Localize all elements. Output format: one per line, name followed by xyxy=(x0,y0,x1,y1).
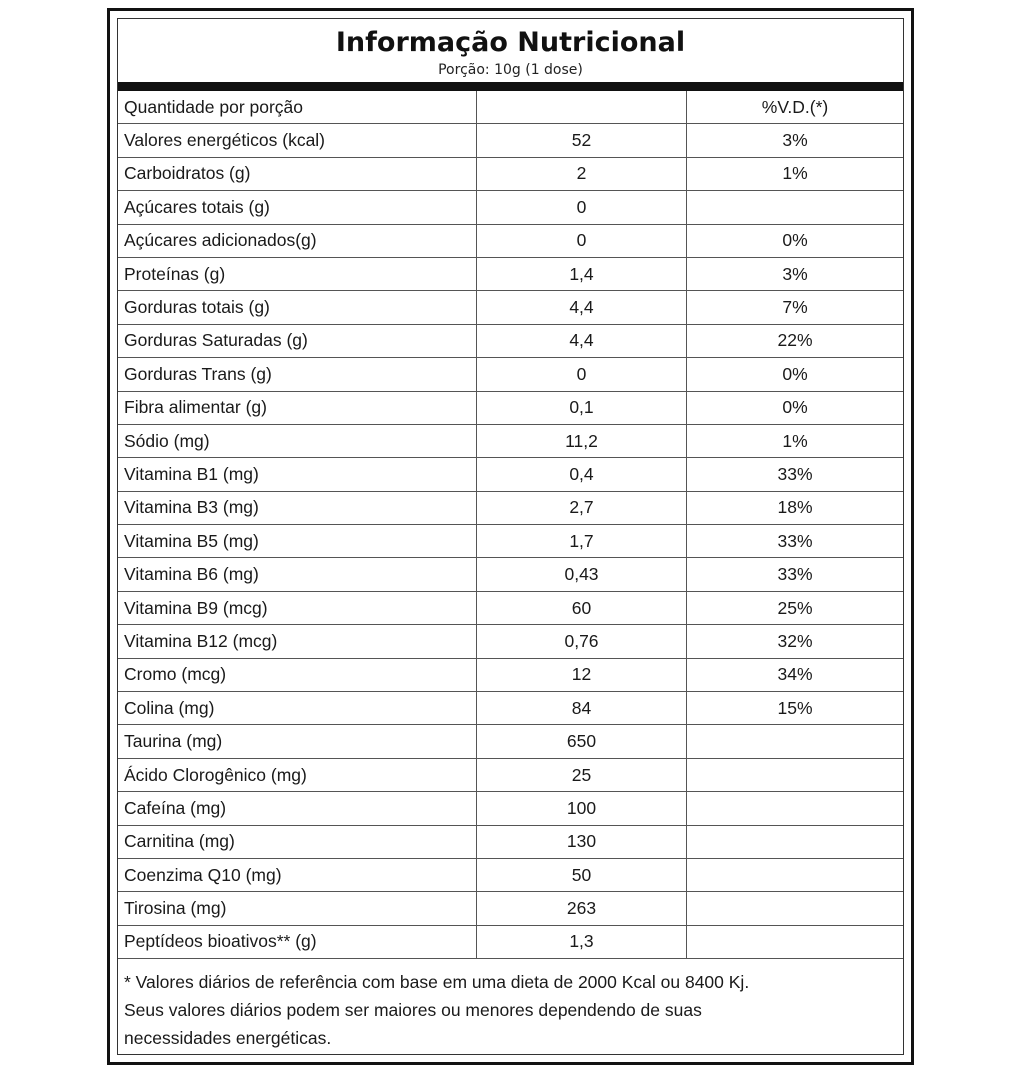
header-divider-bar xyxy=(118,82,903,91)
table-row xyxy=(118,191,903,224)
nutrient-name-cell: Ácido Clorogênico (mg) xyxy=(118,759,477,791)
header-dv-cell: %V.D.(*) xyxy=(761,96,829,117)
nutrient-amount-cell: 0,4 xyxy=(477,458,687,490)
table-row xyxy=(118,592,903,625)
nutrient-amount-cell: 12 xyxy=(477,659,687,691)
nutrient-name-cell: Tirosina (mg) xyxy=(118,892,477,924)
table-row xyxy=(118,291,903,324)
footnote-line-3: necessidades energéticas. xyxy=(124,1028,332,1048)
table-row xyxy=(118,792,903,825)
nutrient-dv-cell: 32% xyxy=(777,630,813,651)
nutrient-dv-cell: 22% xyxy=(777,330,813,351)
nutrient-amount-cell: 4,4 xyxy=(477,291,687,323)
nutrient-name-cell: Valores energéticos (kcal) xyxy=(118,124,477,156)
nutrition-label-frame xyxy=(107,8,914,1065)
nutrient-dv-cell: 3% xyxy=(782,263,808,284)
table-row xyxy=(118,892,903,925)
nutrient-name-cell: Colina (mg) xyxy=(118,692,477,724)
nutrient-amount-cell: 263 xyxy=(477,892,687,924)
header-amount-cell xyxy=(477,91,687,123)
nutrient-name-cell: Peptídeos bioativos** (g) xyxy=(118,926,477,958)
nutrient-amount-cell: 2,7 xyxy=(477,492,687,524)
nutrient-name-cell: Carboidratos (g) xyxy=(118,158,477,190)
nutrient-name-cell: Vitamina B12 (mcg) xyxy=(118,625,477,657)
nutrient-name-cell: Vitamina B6 (mg) xyxy=(118,558,477,590)
serving-size: Porção: 10g (1 dose) xyxy=(438,62,583,78)
table-row xyxy=(118,425,903,458)
nutrient-name-cell: Proteínas (g) xyxy=(118,258,477,290)
nutrient-name-cell: Cafeína (mg) xyxy=(118,792,477,824)
nutrient-name-cell: Gorduras totais (g) xyxy=(118,291,477,323)
nutrient-amount-cell: 1,3 xyxy=(477,926,687,958)
table-row xyxy=(118,692,903,725)
table-header-row xyxy=(118,91,903,124)
nutrient-amount-cell: 650 xyxy=(477,725,687,757)
table-row xyxy=(118,325,903,358)
nutrient-amount-cell: 0,43 xyxy=(477,558,687,590)
nutrient-dv-cell: 33% xyxy=(777,463,813,484)
nutrient-name-cell: Açúcares totais (g) xyxy=(118,191,477,223)
nutrient-dv-cell xyxy=(687,191,903,223)
nutrient-amount-cell: 0 xyxy=(477,225,687,257)
nutrient-dv-cell: 34% xyxy=(777,664,813,685)
nutrient-dv-cell xyxy=(687,759,903,791)
footnote-line-1: * Valores diários de referência com base em uma dieta de 2000 Kcal ou 8400 Kj. xyxy=(124,972,750,992)
nutrient-amount-cell: 0 xyxy=(477,358,687,390)
nutrient-amount-cell: 0 xyxy=(477,191,687,223)
nutrient-amount-cell: 2 xyxy=(477,158,687,190)
footnote-line-2: Seus valores diários podem ser maiores ou menores dependendo de suas xyxy=(124,1000,702,1020)
nutrient-dv-cell: 0% xyxy=(782,230,808,251)
nutrient-amount-cell: 50 xyxy=(477,859,687,891)
table-row xyxy=(118,525,903,558)
table-row xyxy=(118,124,903,157)
table-row xyxy=(118,392,903,425)
table-row xyxy=(118,258,903,291)
nutrient-amount-cell: 84 xyxy=(477,692,687,724)
header-name-cell: Quantidade por porção xyxy=(118,91,477,123)
nutrient-name-cell: Vitamina B3 (mg) xyxy=(118,492,477,524)
nutrient-amount-cell: 1,4 xyxy=(477,258,687,290)
table-row xyxy=(118,492,903,525)
nutrient-amount-cell: 11,2 xyxy=(477,425,687,457)
nutrient-amount-cell: 52 xyxy=(477,124,687,156)
nutrient-dv-cell xyxy=(687,926,903,958)
nutrient-amount-cell: 4,4 xyxy=(477,325,687,357)
label-title: Informação Nutricional xyxy=(335,27,686,58)
nutrient-amount-cell: 130 xyxy=(477,826,687,858)
table-row xyxy=(118,158,903,191)
nutrient-name-cell: Coenzima Q10 (mg) xyxy=(118,859,477,891)
nutrient-dv-cell: 7% xyxy=(782,297,808,318)
table-row xyxy=(118,759,903,792)
nutrient-dv-cell: 33% xyxy=(777,530,813,551)
nutrient-amount-cell: 60 xyxy=(477,592,687,624)
nutrient-dv-cell: 1% xyxy=(782,430,808,451)
nutrient-name-cell: Carnitina (mg) xyxy=(118,826,477,858)
nutrient-name-cell: Vitamina B1 (mg) xyxy=(118,458,477,490)
nutrient-name-cell: Sódio (mg) xyxy=(118,425,477,457)
table-row xyxy=(118,725,903,758)
nutrient-dv-cell: 3% xyxy=(782,130,808,151)
nutrient-dv-cell: 0% xyxy=(782,397,808,418)
nutrition-label-inner-frame xyxy=(117,18,904,1055)
nutrient-name-cell: Cromo (mcg) xyxy=(118,659,477,691)
table-row xyxy=(118,826,903,859)
label-header xyxy=(118,19,903,81)
nutrient-amount-cell: 25 xyxy=(477,759,687,791)
nutrient-amount-cell: 0,76 xyxy=(477,625,687,657)
table-row xyxy=(118,358,903,391)
nutrient-name-cell: Gorduras Trans (g) xyxy=(118,358,477,390)
nutrient-name-cell: Fibra alimentar (g) xyxy=(118,392,477,424)
nutrient-dv-cell: 15% xyxy=(777,697,813,718)
nutrient-name-cell: Taurina (mg) xyxy=(118,725,477,757)
nutrient-dv-cell: 0% xyxy=(782,363,808,384)
nutrient-name-cell: Vitamina B5 (mg) xyxy=(118,525,477,557)
nutrient-amount-cell: 100 xyxy=(477,792,687,824)
footnote xyxy=(124,968,897,1052)
table-row xyxy=(118,859,903,892)
table-row xyxy=(118,458,903,491)
nutrient-dv-cell: 18% xyxy=(777,497,813,518)
nutrient-name-cell: Vitamina B9 (mcg) xyxy=(118,592,477,624)
nutrient-dv-cell: 25% xyxy=(777,597,813,618)
nutrient-amount-cell: 0,1 xyxy=(477,392,687,424)
nutrient-dv-cell: 33% xyxy=(777,564,813,585)
nutrient-name-cell: Açúcares adicionados(g) xyxy=(118,225,477,257)
table-row xyxy=(118,225,903,258)
nutrient-amount-cell: 1,7 xyxy=(477,525,687,557)
nutrient-name-cell: Gorduras Saturadas (g) xyxy=(118,325,477,357)
table-row xyxy=(118,625,903,658)
nutrient-dv-cell: 1% xyxy=(782,163,808,184)
table-row xyxy=(118,558,903,591)
nutrition-table xyxy=(118,91,903,959)
nutrient-dv-cell xyxy=(687,725,903,757)
nutrient-dv-cell xyxy=(687,826,903,858)
table-row xyxy=(118,926,903,959)
table-row xyxy=(118,659,903,692)
nutrient-dv-cell xyxy=(687,792,903,824)
nutrient-dv-cell xyxy=(687,859,903,891)
nutrient-dv-cell xyxy=(687,892,903,924)
